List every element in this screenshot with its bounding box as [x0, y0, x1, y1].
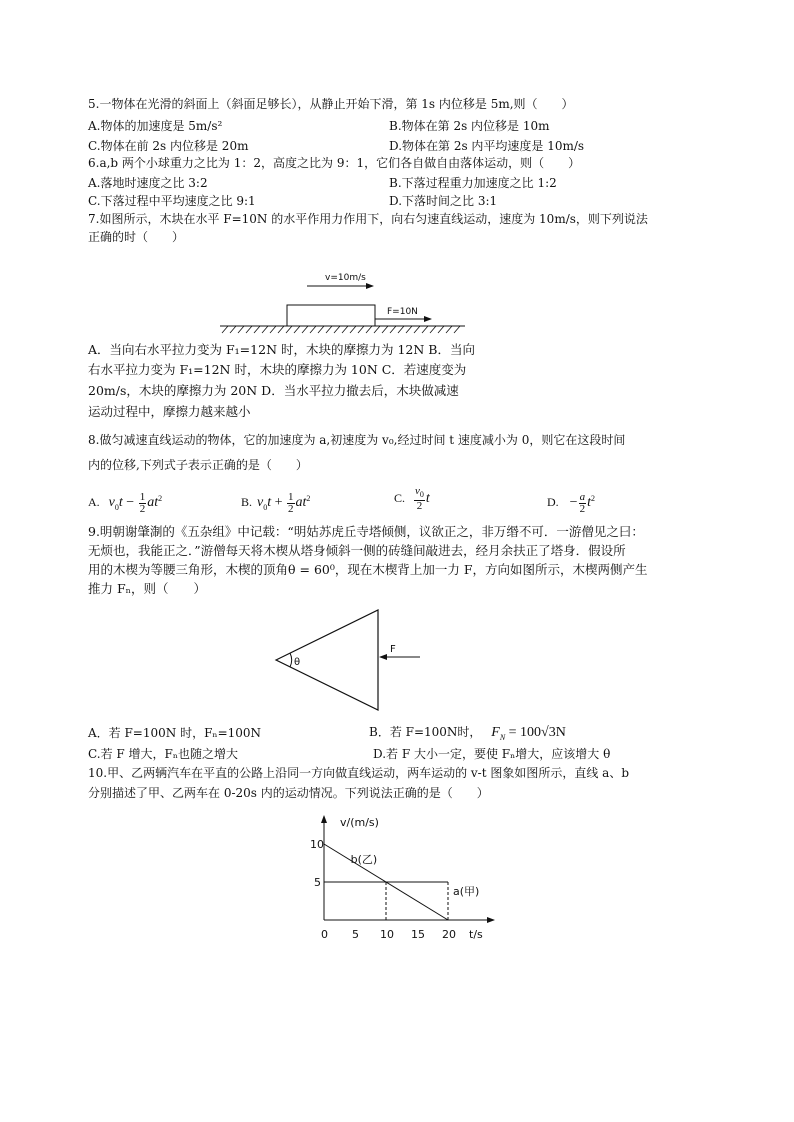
q5-option-b: B.物体在第 2s 内位移是 10m	[389, 119, 550, 133]
q8-option-a: A. $v_0t$ − $\frac{1}{2}$ $at^2$	[88, 490, 163, 515]
q9-stem-line1: 9.明朝谢肇淛的《五杂组》中记载：“明姑苏虎丘寺塔倾侧，议欲正之，非万缗不可．一游僧见之曰：	[88, 524, 644, 539]
q8-option-a-label: A.	[88, 495, 100, 509]
q5-stem: 5.一物体在光滑的斜面上（斜面足够长），从静止开始下滑，第 1s 内位移是 5m,则（ ）	[88, 97, 574, 111]
q9-option-b-formula: F	[491, 725, 500, 740]
q10-x-tick-5: 5	[352, 928, 359, 941]
q7-velocity-label: v=10m/s	[325, 273, 366, 283]
q9-option-b-formula-sub: N	[499, 732, 506, 742]
q7-stem-line1: 7.如图所示，木块在水平 F=10N 的水平作用力作用下，向右匀速直线运动，速度为 10m/s，则下列说法	[88, 212, 648, 226]
q7-options-line1: A．当向右水平拉力变为 F₁=12N 时，木块的摩擦力为 12N B．当向	[88, 342, 475, 357]
q7-options-line2: 右水平拉力变为 F₁=12N 时，木块的摩擦力为 10N C．若速度变为	[88, 362, 467, 377]
q7-block-figure	[215, 268, 475, 340]
q8-stem-line2: 内的位移,下列式子表示正确的是（ ）	[88, 458, 308, 472]
q10-x-axis-label: t/s	[469, 928, 483, 941]
q8-option-b: B. $v_0t$ + $\frac{1}{2}$ $at^2$	[241, 490, 311, 515]
q9-wedge-figure	[268, 605, 428, 715]
q10-x-tick-0: 0	[321, 928, 328, 941]
q6-option-d: D.下落时间之比 3:1	[389, 194, 498, 208]
q6-option-b: B.下落过程重力加速度之比 1:2	[389, 176, 557, 190]
q7-stem-line2: 正确的时（ ）	[88, 230, 185, 244]
q6-option-a: A.落地时速度之比 3:2	[88, 176, 208, 190]
q10-series-b-label: b(乙)	[350, 853, 378, 867]
q5-option-c: C.物体在前 2s 内位移是 20m	[88, 139, 249, 153]
q10-stem-line1: 10.甲、乙两辆汽车在平直的公路上沿同一方向做直线运动，两车运动的 v-t 图象如图所示，直线 a、b	[88, 766, 630, 780]
q8-option-c-label: C.	[394, 490, 406, 505]
q9-option-a: A．若 F=100N 时，Fₙ=100N	[88, 726, 262, 740]
q10-y-axis-label: v/(m/s)	[340, 816, 379, 829]
q7-options-line4: 运动过程中，摩擦力越来越小	[88, 404, 251, 419]
q8-option-c: C. $\frac{v_0}{2}$ t	[394, 485, 430, 513]
q8-option-d: D. − $\frac{a}{2}$ $t^2$	[547, 490, 595, 515]
q6-option-c: C.下落过程中平均速度之比 9:1	[88, 194, 256, 208]
q8-option-d-label: D.	[547, 495, 559, 509]
q10-y-tick-10: 10	[310, 838, 324, 851]
q5-option-a: A.物体的加速度是 5m/s²	[88, 119, 223, 133]
q10-stem-line2: 分别描述了甲、乙两车在 0-20s 内的运动情况。下列说法正确的是（ ）	[88, 786, 489, 800]
q9-option-c: C.若 F 增大，Fₙ也随之增大	[88, 747, 239, 761]
q10-vt-graph	[300, 810, 500, 944]
q10-x-tick-20: 20	[442, 928, 456, 941]
q9-option-b-text: B．若 F=100N时，	[369, 725, 482, 739]
q9-stem-line2: 无烦也，我能正之．”游僧每天将木楔从塔身倾斜一侧的砖缝间敲进去，经月余扶正了塔身．假设所	[88, 543, 626, 558]
q9-option-d: D.若 F 大小一定，要使 Fₙ增大，应该增大 θ	[373, 747, 611, 761]
q9-force-label: F	[390, 644, 396, 655]
q8-stem-line1: 8.做匀减速直线运动的物体，它的加速度为 a,初速度为 v₀,经过时间 t 速度减小为 0，则它在这段时间	[88, 433, 626, 447]
q9-option-b	[369, 722, 566, 748]
q9-theta-label: θ	[294, 657, 301, 668]
q5-option-d: D.物体在第 2s 内平均速度是 10m/s	[389, 139, 585, 153]
q9-stem-line4: 推力 Fₙ，则（ ）	[88, 581, 207, 596]
q9-option-b-formula-rest: = 100√3N	[505, 725, 566, 740]
q7-ground-hatching	[222, 326, 460, 333]
q10-y-tick-5: 5	[314, 876, 321, 889]
q7-force-label: F=10N	[387, 307, 418, 317]
q8-option-b-label: B.	[241, 495, 253, 509]
q10-x-tick-10: 10	[380, 928, 394, 941]
q7-options-line3: 20m/s，木块的摩擦力为 20N D．当水平拉力撤去后，木块做减速	[88, 383, 459, 398]
q7-wooden-block	[287, 305, 375, 326]
q6-stem: 6.a,b 两个小球重力之比为 1：2，高度之比为 9：1，它们各自做自由落体运动，则（ ）	[88, 156, 581, 170]
q10-x-tick-15: 15	[411, 928, 425, 941]
q9-stem-line3: 用的木楔为等腰三角形，木楔的顶角θ = 60⁰，现在木楔背上加一力 F，方向如图所示，木楔两侧产生	[88, 562, 648, 577]
q10-series-a-label: a(甲)	[453, 885, 480, 898]
